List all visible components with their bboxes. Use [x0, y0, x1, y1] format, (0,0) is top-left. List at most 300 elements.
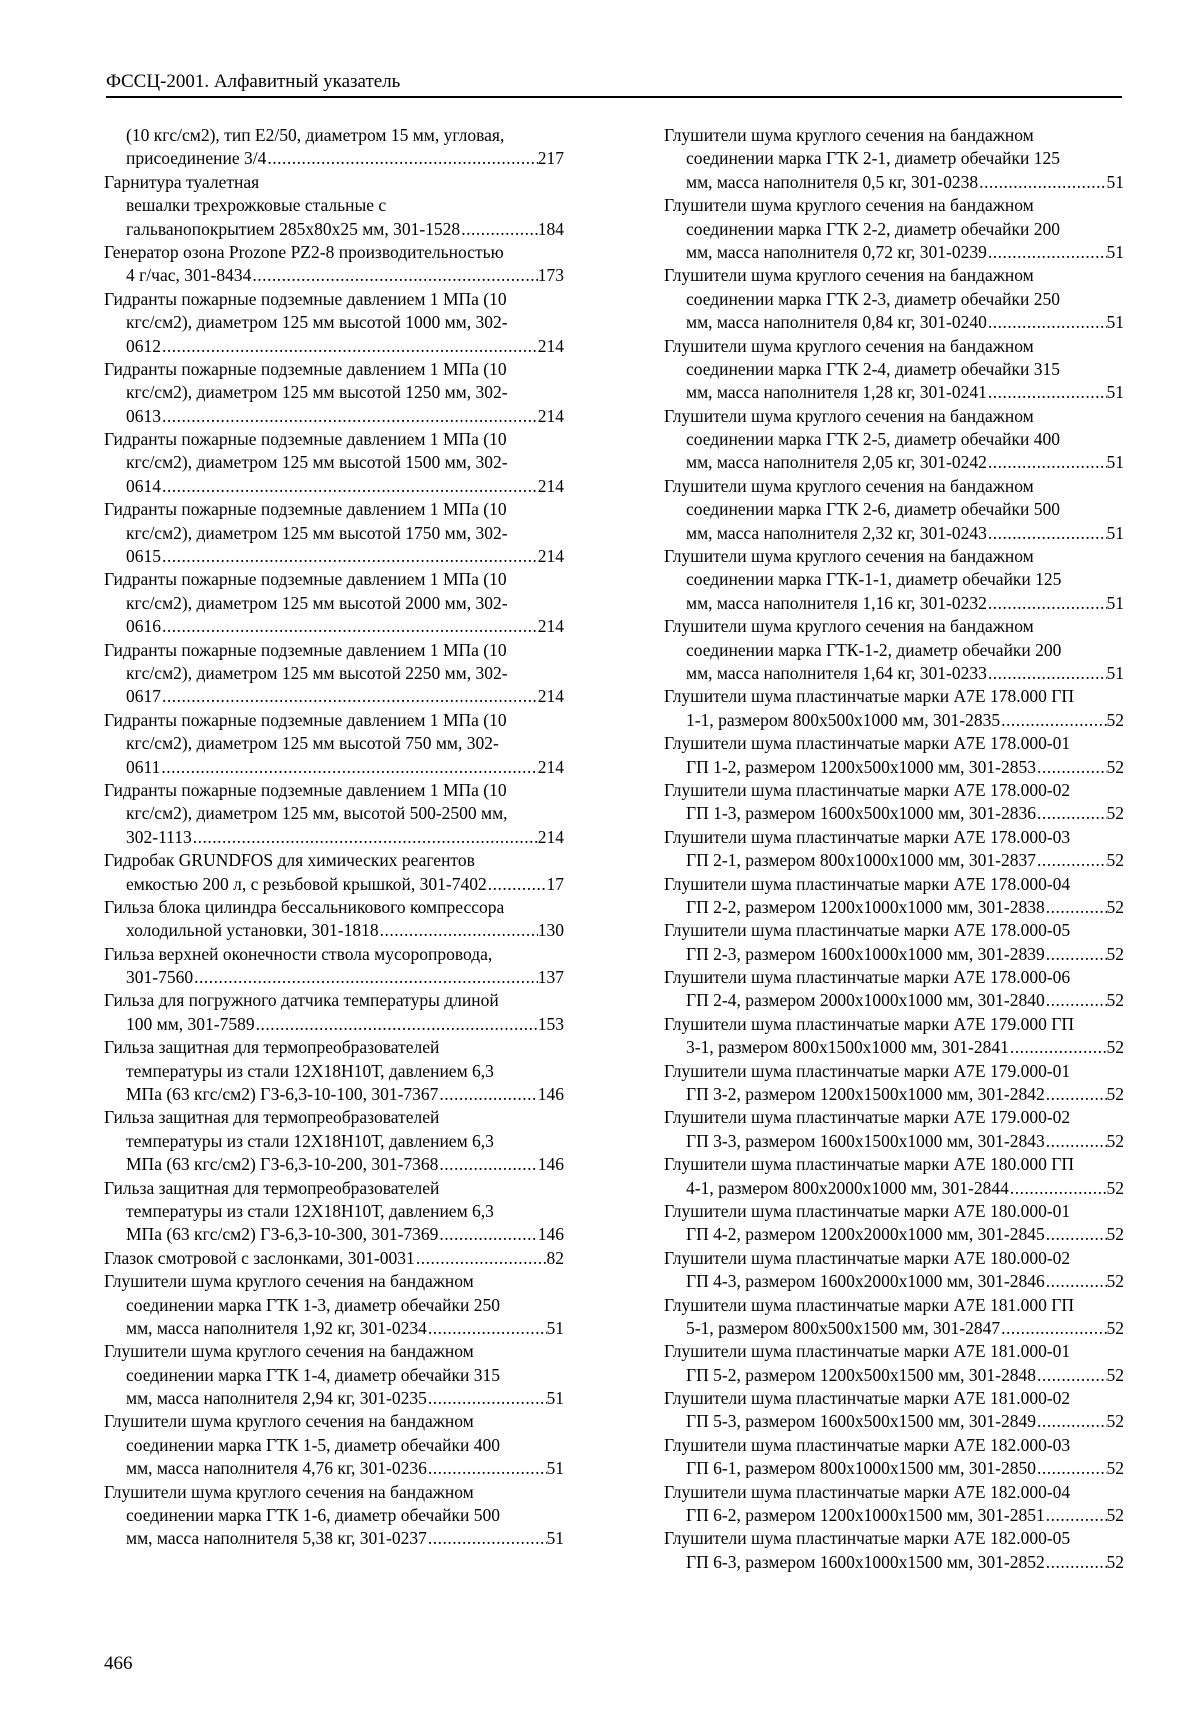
entry-page-ref: 51: [1106, 662, 1124, 683]
entry-page-ref: 214: [537, 756, 564, 777]
dot-leader: [1009, 1177, 1107, 1200]
entry-text: ГП 6-3, размером 1600х1000х1500 мм, 301-2852: [686, 1551, 1045, 1572]
entry-text: кгс/см2), диаметром 125 мм, высотой 500-2500 мм,: [126, 803, 508, 824]
entry-page-ref: 51: [1106, 171, 1124, 192]
index-entry-line: [664, 498, 1124, 521]
entry-page-ref: 214: [537, 686, 564, 707]
dot-leader: [161, 475, 538, 498]
index-entry: [664, 919, 1124, 966]
index-entry-line: [104, 873, 564, 896]
entry-page-ref: 52: [1106, 850, 1124, 871]
index-entry-line: [104, 428, 564, 451]
entry-text: Глушители шума круглого сечения на бандажном: [664, 616, 1034, 637]
index-entry: [664, 405, 1124, 475]
dot-leader: [438, 1153, 537, 1176]
entry-page-ref: 214: [537, 616, 564, 637]
entry-text: ГП 2-3, размером 1600х1000х1000 мм, 301-2839: [686, 943, 1045, 964]
index-entry-line: [104, 1036, 564, 1059]
index-entry-line: [664, 1223, 1124, 1246]
dot-leader: [1045, 1083, 1107, 1106]
entry-text: присоединение 3/4: [126, 148, 267, 169]
entry-page-ref: 52: [1106, 896, 1124, 917]
index-entry-line: [664, 1013, 1124, 1036]
entry-text: соединении марка ГТК 1-4, диаметр обечайки 315: [126, 1364, 500, 1385]
entry-text: соединении марка ГТК 1-6, диаметр обечайки 500: [126, 1505, 500, 1526]
index-entry-line: [104, 1504, 564, 1527]
index-entry: [664, 1434, 1124, 1481]
index-entry-line: [104, 1527, 564, 1550]
entry-page-ref: 52: [1106, 1177, 1124, 1198]
index-entry: [664, 335, 1124, 405]
entry-text: мм, масса наполнителя 1,16 кг, 301-0232: [686, 592, 987, 613]
dot-leader: [987, 241, 1107, 264]
dot-leader: [1045, 896, 1107, 919]
index-entry: [104, 709, 564, 779]
entry-text: 0611: [126, 756, 161, 777]
index-entry: [104, 568, 564, 638]
index-entry-line: [664, 264, 1124, 287]
index-entry-line: [664, 1340, 1124, 1363]
index-entry: [104, 171, 564, 194]
index-entry: [664, 873, 1124, 920]
entry-text: МПа (63 кгс/см2) ГЗ-6,3-10-200, 301-7368: [126, 1154, 439, 1175]
dot-leader: [415, 1247, 547, 1270]
index-entry-line: [664, 1083, 1124, 1106]
index-entry: [664, 1387, 1124, 1434]
entry-text: кгс/см2), диаметром 125 мм высотой 1500 мм, 302-: [126, 452, 508, 473]
index-entry-line: [104, 241, 564, 264]
dot-leader: [1036, 1410, 1107, 1433]
dot-leader: [161, 545, 538, 568]
dot-leader: [987, 311, 1107, 334]
entry-text: температуры из стали 12Х18Н10Т, давлением 6,3: [126, 1130, 494, 1151]
index-entry-line: [664, 428, 1124, 451]
entry-page-ref: 214: [537, 405, 564, 426]
entry-text: 4 г/час, 301-8434: [126, 265, 252, 286]
entry-text: Глушители шума пластинчатые марки А7Е 178.000-01: [664, 733, 1071, 754]
entry-page-ref: 51: [1106, 522, 1124, 543]
entry-text: Гидранты пожарные подземные давлением 1 МПа (10: [104, 499, 507, 520]
index-entry-line: [664, 592, 1124, 615]
index-entry-line: [664, 451, 1124, 474]
index-entry-line: [104, 685, 564, 708]
entry-page-ref: 51: [1106, 312, 1124, 333]
page-number: 466: [104, 1653, 133, 1674]
dot-leader: [987, 662, 1107, 685]
index-entry-line: [104, 475, 564, 498]
dot-leader: [192, 826, 538, 849]
index-entry-line: [664, 849, 1124, 872]
entry-text: соединении марка ГТК 2-5, диаметр обечайки 400: [686, 429, 1060, 450]
entry-text: Глушители шума пластинчатые марки А7Е 178.000-02: [664, 779, 1071, 800]
entry-text: 0616: [126, 616, 161, 637]
entry-text: ГП 2-1, размером 800х1000х1000 мм, 301-2837: [686, 850, 1036, 871]
index-entry-line: [104, 756, 564, 779]
dot-leader: [987, 522, 1107, 545]
dot-leader: [1009, 1036, 1107, 1059]
index-entry-line: [664, 218, 1124, 241]
entry-text: Глушители шума круглого сечения на бандажном: [104, 1341, 474, 1362]
index-entry-line: [104, 709, 564, 732]
index-entry-line: [664, 1153, 1124, 1176]
entry-text: Глазок смотровой с заслонками, 301-0031: [104, 1247, 415, 1268]
index-entry-line: [664, 1387, 1124, 1410]
index-entry-line: [104, 826, 564, 849]
index-entry: [664, 1294, 1124, 1341]
index-entry-line: [104, 592, 564, 615]
index-entry: [104, 498, 564, 568]
index-entry-line: [664, 1247, 1124, 1270]
entry-page-ref: 214: [537, 475, 564, 496]
index-entry-line: [664, 1551, 1124, 1574]
dot-leader: [1045, 989, 1107, 1012]
entry-text: кгс/см2), диаметром 125 мм высотой 1000 мм, 302-: [126, 312, 508, 333]
dot-leader: [161, 335, 538, 358]
dot-leader: [161, 405, 538, 428]
dot-leader: [987, 592, 1107, 615]
index-entry-line: [104, 732, 564, 755]
index-entry-line: [104, 1294, 564, 1317]
entry-text: мм, масса наполнителя 1,28 кг, 301-0241: [686, 382, 987, 403]
entry-text: 4-1, размером 800х2000х1000 мм, 301-2844: [686, 1177, 1009, 1198]
entry-page-ref: 130: [537, 920, 564, 941]
entry-page-ref: 146: [537, 1084, 564, 1105]
index-entry: [104, 1270, 564, 1340]
dot-leader: [1036, 1364, 1107, 1387]
index-entry-line: [104, 896, 564, 919]
index-entry: [104, 241, 564, 288]
entry-text: емкостью 200 л, с резьбовой крышкой, 301-7402: [126, 873, 487, 894]
entry-page-ref: 214: [537, 826, 564, 847]
entry-page-ref: 137: [537, 967, 564, 988]
dot-leader: [160, 756, 537, 779]
index-entry: [104, 194, 564, 241]
entry-page-ref: 51: [546, 1317, 564, 1338]
entry-text: кгс/см2), диаметром 125 мм высотой 2250 мм, 302-: [126, 662, 508, 683]
index-entry-line: [664, 1294, 1124, 1317]
index-entry: [104, 1106, 564, 1176]
entry-text: Генератор озона Prozone PZ2-8 производительностью: [104, 241, 504, 262]
index-entry: [104, 779, 564, 849]
dot-leader: [1045, 1270, 1107, 1293]
index-entry-line: [664, 709, 1124, 732]
dot-leader: [460, 218, 538, 241]
index-entry: [104, 1177, 564, 1247]
dot-leader: [987, 451, 1107, 474]
entry-text: 0615: [126, 546, 161, 567]
entry-text: мм, масса наполнителя 2,05 кг, 301-0242: [686, 452, 987, 473]
index-entry: [664, 1340, 1124, 1387]
entry-page-ref: 146: [537, 1224, 564, 1245]
dot-leader: [1000, 709, 1106, 732]
index-entry-line: [104, 1387, 564, 1410]
index-entry: [104, 428, 564, 498]
index-entry-line: [104, 1340, 564, 1363]
dot-leader: [987, 381, 1107, 404]
index-entry-line: [664, 522, 1124, 545]
dot-leader: [1045, 943, 1107, 966]
dot-leader: [251, 264, 537, 287]
entry-page-ref: 52: [1106, 1271, 1124, 1292]
entry-text: ГП 3-2, размером 1200х1500х1000 мм, 301-2842: [686, 1084, 1045, 1105]
entry-text: Глушители шума пластинчатые марки А7Е 182.000-04: [664, 1481, 1071, 1502]
index-entry-line: [664, 732, 1124, 755]
index-entry-line: [104, 919, 564, 942]
index-entry: [664, 475, 1124, 545]
entry-text: ГП 4-3, размером 1600х2000х1000 мм, 301-2846: [686, 1271, 1045, 1292]
index-entry: [664, 966, 1124, 1013]
entry-text: 0612: [126, 335, 161, 356]
entry-page-ref: 214: [537, 335, 564, 356]
entry-page-ref: 52: [1106, 1364, 1124, 1385]
dot-leader: [427, 1387, 547, 1410]
dot-leader: [266, 147, 537, 170]
index-entry: [664, 194, 1124, 264]
index-entry: [664, 1060, 1124, 1107]
index-entry-line: [664, 1177, 1124, 1200]
index-entry-line: [104, 147, 564, 170]
entry-text: Глушители шума круглого сечения на бандажном: [664, 546, 1034, 567]
entry-text: Глушители шума пластинчатые марки А7Е 179.000-02: [664, 1107, 1071, 1128]
entry-text: гальванопокрытием 285х80х25 мм, 301-1528: [126, 218, 461, 239]
entry-text: соединении марка ГТК-1-2, диаметр обечайки 200: [686, 639, 1062, 660]
entry-text: 0613: [126, 405, 161, 426]
index-entry-line: [664, 779, 1124, 802]
dot-leader: [978, 171, 1106, 194]
index-entry: [104, 639, 564, 709]
index-entry-line: [664, 1410, 1124, 1433]
index-entry-line: [664, 639, 1124, 662]
index-entry-line: [104, 1106, 564, 1129]
entry-page-ref: 52: [1106, 943, 1124, 964]
index-entry-line: [104, 1153, 564, 1176]
index-entry-line: [664, 1200, 1124, 1223]
entry-text: соединении марка ГТК 1-5, диаметр обечайки 400: [126, 1434, 500, 1455]
index-entry-line: [664, 311, 1124, 334]
entry-text: Гильза защитная для термопреобразователей: [104, 1177, 440, 1198]
entry-text: мм, масса наполнителя 0,5 кг, 301-0238: [686, 171, 979, 192]
index-entry-line: [664, 1317, 1124, 1340]
entry-page-ref: 51: [1106, 452, 1124, 473]
index-entry: [664, 826, 1124, 873]
entry-page-ref: 52: [1106, 1411, 1124, 1432]
dot-leader: [161, 685, 538, 708]
entry-text: Глушители шума пластинчатые марки А7Е 178.000-03: [664, 826, 1071, 847]
entry-text: Гидранты пожарные подземные давлением 1 МПа (10: [104, 569, 507, 590]
index-entry: [104, 124, 564, 171]
index-entry-line: [104, 194, 564, 217]
entry-page-ref: 52: [1106, 1084, 1124, 1105]
entry-text: Глушители шума пластинчатые марки А7Е 178.000-04: [664, 873, 1071, 894]
entry-text: Глушители шума пластинчатые марки А7Е 180.000-02: [664, 1247, 1071, 1268]
index-entry-line: [664, 405, 1124, 428]
index-entry-line: [664, 568, 1124, 591]
entry-text: Глушители шума круглого сечения на бандажном: [664, 265, 1034, 286]
index-entry: [664, 1247, 1124, 1294]
entry-text: Гидранты пожарные подземные давлением 1 МПа (10: [104, 358, 507, 379]
entry-page-ref: 51: [1106, 592, 1124, 613]
index-entry: [664, 615, 1124, 685]
entry-text: соединении марка ГТК 2-6, диаметр обечайки 500: [686, 499, 1060, 520]
index-entry-line: [104, 966, 564, 989]
index-entry-line: [104, 381, 564, 404]
dot-leader: [427, 1457, 547, 1480]
entry-text: Гидробак GRUNDFOS для химических реагентов: [104, 850, 475, 871]
index-entry-line: [104, 1481, 564, 1504]
index-entry: [664, 1481, 1124, 1528]
index-entry: [664, 1106, 1124, 1153]
entry-page-ref: 146: [537, 1154, 564, 1175]
index-entry-line: [664, 685, 1124, 708]
entry-text: температуры из стали 12Х18Н10Т, давлением 6,3: [126, 1060, 494, 1081]
dot-leader: [1036, 1457, 1107, 1480]
entry-text: Гильза для погружного датчика температуры длиной: [104, 990, 499, 1011]
entry-text: 0614: [126, 475, 161, 496]
entry-text: Глушители шума пластинчатые марки А7Е 178.000-05: [664, 920, 1071, 941]
index-entry: [664, 1200, 1124, 1247]
entry-text: 3-1, размером 800х1500х1000 мм, 301-2841: [686, 1037, 1009, 1058]
entry-page-ref: 52: [1106, 1317, 1124, 1338]
entry-text: Глушители шума пластинчатые марки А7Е 178.000 ГП: [664, 686, 1074, 707]
entry-page-ref: 52: [1106, 1224, 1124, 1245]
index-entry-line: [104, 335, 564, 358]
entry-text: Глушители шума пластинчатые марки А7Е 182.000-05: [664, 1528, 1071, 1549]
entry-text: кгс/см2), диаметром 125 мм высотой 1750 мм, 302-: [126, 522, 508, 543]
entry-text: соединении марка ГТК 2-3, диаметр обечайки 250: [686, 288, 1060, 309]
entry-text: Глушители шума пластинчатые марки А7Е 181.000-02: [664, 1388, 1071, 1409]
dot-leader: [1045, 1130, 1107, 1153]
index-entry-line: [104, 124, 564, 147]
entry-text: мм, масса наполнителя 0,84 кг, 301-0240: [686, 312, 987, 333]
index-entry-line: [664, 358, 1124, 381]
index-entry: [664, 1013, 1124, 1060]
dot-leader: [438, 1083, 537, 1106]
index-entry-line: [104, 1013, 564, 1036]
index-entry-line: [664, 241, 1124, 264]
index-entry: [664, 685, 1124, 732]
index-entry-line: [664, 1434, 1124, 1457]
entry-text: соединении марка ГТК 2-2, диаметр обечайки 200: [686, 218, 1060, 239]
index-entry: [664, 264, 1124, 334]
header-title: ФССЦ-2001. Алфавитный указатель: [106, 71, 401, 92]
index-entry-line: [104, 451, 564, 474]
entry-page-ref: 52: [1106, 1037, 1124, 1058]
entry-text: Глушители шума круглого сечения на бандажном: [104, 1481, 474, 1502]
index-entry-line: [104, 1130, 564, 1153]
entry-text: Глушители шума пластинчатые марки А7Е 181.000-01: [664, 1341, 1071, 1362]
dot-leader: [193, 966, 538, 989]
entry-text: холодильной установки, 301-1818: [126, 920, 379, 941]
entry-text: ГП 1-3, размером 1600х500х1000 мм, 301-2836: [686, 803, 1036, 824]
entry-text: Глушители шума круглого сечения на бандажном: [664, 335, 1034, 356]
entry-text: 0617: [126, 686, 161, 707]
entry-text: МПа (63 кгс/см2) ГЗ-6,3-10-100, 301-7367: [126, 1084, 439, 1105]
entry-page-ref: 52: [1106, 1130, 1124, 1151]
index-entry: [664, 1527, 1124, 1574]
index-entry: [664, 1153, 1124, 1200]
dot-leader: [1036, 849, 1107, 872]
index-entry-line: [104, 639, 564, 662]
entry-page-ref: 173: [537, 265, 564, 286]
entry-text: Глушители шума пластинчатые марки А7Е 180.000-01: [664, 1200, 1071, 1221]
entry-page-ref: 184: [537, 218, 564, 239]
index-entry-line: [104, 545, 564, 568]
entry-text: ГП 5-2, размером 1200х500х1500 мм, 301-2848: [686, 1364, 1036, 1385]
entry-text: (10 кгс/см2), тип Е2/50, диаметром 15 мм, угловая,: [126, 125, 505, 145]
index-entry-line: [104, 1060, 564, 1083]
entry-page-ref: 52: [1106, 990, 1124, 1011]
entry-text: соединении марка ГТК 1-3, диаметр обечайки 250: [126, 1294, 500, 1315]
entry-text: ГП 4-2, размером 1200х2000х1000 мм, 301-2845: [686, 1224, 1045, 1245]
index-entry-line: [664, 475, 1124, 498]
entry-page-ref: 52: [1106, 1458, 1124, 1479]
index-entry-line: [664, 1036, 1124, 1059]
page-header: [106, 70, 1122, 98]
index-entry-line: [104, 615, 564, 638]
entry-text: Гидранты пожарные подземные давлением 1 МПа (10: [104, 709, 507, 730]
index-entry-line: [104, 1410, 564, 1433]
index-entry-line: [664, 989, 1124, 1012]
index-entry-line: [104, 1270, 564, 1293]
index-entry-line: [664, 1504, 1124, 1527]
dot-leader: [255, 1013, 538, 1036]
index-entry-line: [104, 1364, 564, 1387]
index-entry: [104, 288, 564, 358]
dot-leader: [1000, 1317, 1106, 1340]
dot-leader: [1045, 1223, 1107, 1246]
entry-text: 302-1113: [126, 826, 192, 847]
entry-text: МПа (63 кгс/см2) ГЗ-6,3-10-300, 301-7369: [126, 1224, 439, 1245]
dot-leader: [1036, 802, 1107, 825]
index-entry-line: [664, 194, 1124, 217]
entry-text: Глушители шума круглого сечения на бандажном: [104, 1271, 474, 1292]
index-entry-line: [104, 358, 564, 381]
entry-text: кгс/см2), диаметром 125 мм высотой 1250 мм, 302-: [126, 382, 508, 403]
entry-page-ref: 51: [546, 1458, 564, 1479]
index-entry-line: [104, 1457, 564, 1480]
entry-text: мм, масса наполнителя 2,94 кг, 301-0235: [126, 1388, 427, 1409]
index-entry-line: [104, 522, 564, 545]
index-entry-line: [664, 896, 1124, 919]
index-entry-line: [664, 381, 1124, 404]
index-entry: [104, 1036, 564, 1106]
entry-page-ref: 52: [1106, 756, 1124, 777]
index-entry-line: [664, 1270, 1124, 1293]
index-entry-line: [664, 943, 1124, 966]
index-entry: [104, 1340, 564, 1410]
entry-text: Глушители шума пластинчатые марки А7Е 179.000-01: [664, 1060, 1071, 1081]
index-entry-line: [664, 1130, 1124, 1153]
index-entry-line: [104, 779, 564, 802]
index-entry-line: [664, 171, 1124, 194]
index-entry-line: [664, 919, 1124, 942]
index-entry-line: [104, 171, 564, 194]
index-entry-line: [664, 545, 1124, 568]
dot-leader: [438, 1223, 537, 1246]
index-entry-line: [104, 264, 564, 287]
entry-text: кгс/см2), диаметром 125 мм высотой 750 мм, 302-: [126, 733, 499, 754]
entry-page-ref: 153: [537, 1013, 564, 1034]
entry-text: Глушители шума круглого сечения на бандажном: [664, 125, 1034, 145]
entry-text: Глушители шума круглого сечения на бандажном: [664, 475, 1034, 496]
entry-page-ref: 214: [537, 546, 564, 567]
entry-text: ГП 2-2, размером 1200х1000х1000 мм, 301-2838: [686, 896, 1045, 917]
index-entry: [104, 896, 564, 943]
index-entry-line: [104, 1434, 564, 1457]
index-entry-line: [104, 1223, 564, 1246]
entry-page-ref: 82: [546, 1247, 564, 1268]
index-entry-line: [104, 662, 564, 685]
